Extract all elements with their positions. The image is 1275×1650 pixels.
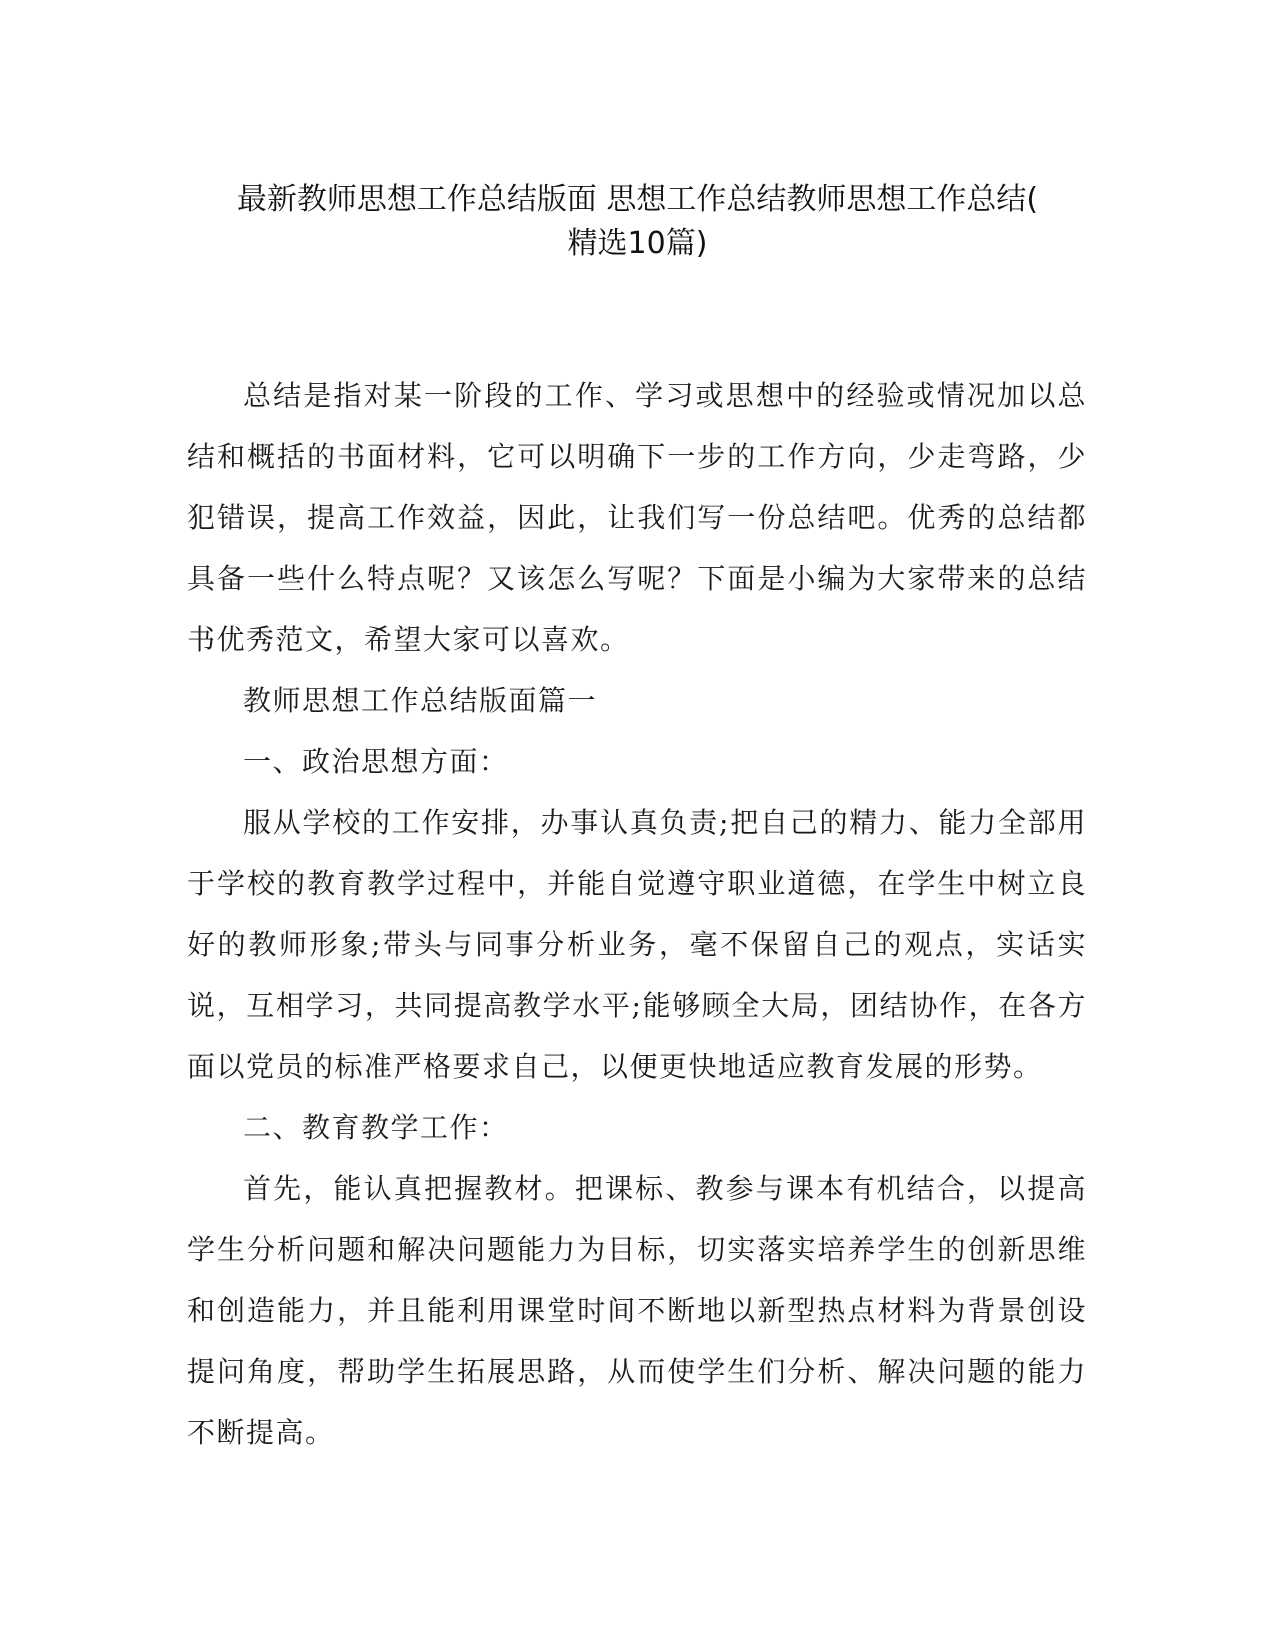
title-line-2: 精选10篇) [567,226,708,261]
political-paragraph: 服从学校的工作安排，办事认真负责;把自己的精力、能力全部用于学校的教育教学过程中，并能自觉遵守职业道德，在学生中树立良好的教师形象;带头与同事分析业务，毫不保留自己的观点，实话实说，互相学习，共同提高教学水平;能够顾全大局，团结协作，在各方面以党员的标准严格要求自己，以便更快地适应教育发展的形势。 [187,806,1087,1083]
subheading-teaching: 二、教育教学工作： [243,1111,509,1144]
intro-paragraph: 总结是指对某一阶段的工作、学习或思想中的经验或情况加以总结和概括的书面材料，它可以明确下一步的工作方向，少走弯路，少犯错误，提高工作效益，因此，让我们写一份总结吧。优秀的总结都具备一些什么特点呢？又该怎么写呢？下面是小编为大家带来的总结书优秀范文，希望大家可以喜欢。 [187,379,1087,656]
teaching-paragraph: 首先，能认真把握教材。把课标、教参与课本有机结合，以提高学生分析问题和解决问题能力为目标，切实落实培养学生的创新思维和创造能力，并且能利用课堂时间不断地以新型热点材料为背景创设提问角度，帮助学生拓展思路，从而使学生们分析、解决问题的能力不断提高。 [187,1172,1087,1449]
document-body [187,365,1087,1463]
section-heading: 教师思想工作总结版面篇一 [243,684,598,717]
title-line-1: 最新教师思想工作总结版面 思想工作总结教师思想工作总结( [236,182,1039,217]
subheading-political: 一、政治思想方面： [243,745,509,778]
document-title [150,178,1125,266]
